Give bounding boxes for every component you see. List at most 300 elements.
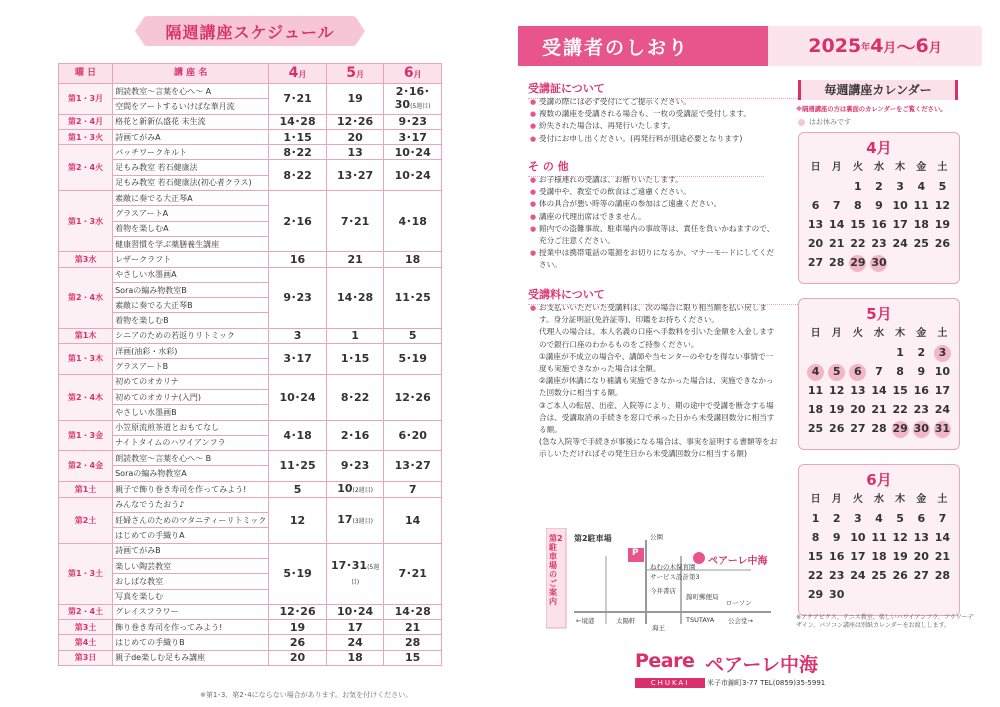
calendar-footnote: ※アクアビクス、テニス教室、楽しいハワイアンフラ、フラワーデザイン、パソコン講座は別紙カレンダーをお渡しします。 [796, 614, 974, 629]
parking-map [546, 528, 786, 633]
date-jun [384, 420, 442, 451]
date-value: 8･22 [340, 390, 370, 404]
map-post: 錦町郵便局 [686, 593, 719, 601]
date-value: 2･16 [283, 214, 312, 228]
date-value: 7･21 [283, 92, 312, 106]
date-may [326, 191, 384, 252]
date-may [326, 129, 384, 144]
calendar-day: 6 [917, 512, 926, 525]
date-value: 5･19 [398, 352, 427, 366]
calendar-day: 30 [868, 254, 889, 272]
date-apr [269, 328, 327, 343]
row-day: 第1土 [59, 481, 113, 497]
date-may [326, 604, 384, 619]
calendar-day: 20 [850, 403, 866, 416]
course-name: 詩画てがみA [113, 129, 269, 144]
calendar-day: 12 [934, 199, 951, 212]
list-item: ● 受講の際には必ず受付にてご提示ください。 [530, 96, 780, 108]
calendar-day: 21 [871, 403, 887, 416]
date-may [326, 344, 384, 375]
list-item: ● 複数の講座を受講される場合も、一枚の受講証で受付します。 [530, 108, 780, 120]
list-item: ● 授業中は携帯電話の電源をお切りになるか、マナーモードにしてください。 [530, 247, 780, 271]
date-apr [269, 252, 327, 267]
date-value: 7･21 [398, 567, 427, 581]
date-jun [384, 114, 442, 129]
calendar-day: 3 [854, 512, 862, 525]
date-apr [269, 420, 327, 451]
calendar-day: 11 [913, 199, 929, 212]
calendar-day: 2 [875, 180, 883, 193]
row-day: 第2・4火 [59, 145, 113, 191]
date-value: 4･18 [283, 428, 312, 442]
calendar-day: 19 [934, 218, 951, 231]
weekday-label: 日 [810, 328, 821, 339]
row-day: 第1・3水 [59, 191, 113, 252]
date-note: (5週目) [410, 102, 431, 110]
date-value: 11･25 [394, 291, 431, 305]
date-jun [384, 650, 442, 665]
other-list [530, 174, 780, 272]
course-name: グレイスフラワー [113, 604, 269, 619]
date-value: 17 [347, 620, 363, 634]
table-row [59, 145, 442, 160]
weekday-label: 木 [895, 328, 906, 339]
date-value: 26 [289, 636, 306, 650]
table-row [59, 267, 442, 282]
table-row [59, 252, 442, 267]
date-value: 6･20 [398, 428, 427, 442]
weekday-label: 土 [937, 328, 948, 339]
date-jun [384, 129, 442, 144]
table-row [59, 114, 442, 129]
date-may [326, 635, 384, 650]
map-kominkan: 公会堂→ [728, 617, 753, 625]
weekday-label: 水 [873, 328, 884, 339]
table-row [59, 84, 442, 99]
date-value: 24 [347, 636, 363, 650]
list-item: ● 館内での盗難事故、駐車場内の事故等は、責任を負いかねますので、充分ご注意ください。 [530, 223, 780, 247]
calendar-day: 25 [807, 422, 824, 435]
calendar-day: 12 [829, 384, 845, 397]
course-name: はじめての手織りB [113, 635, 269, 650]
date-value: 1･15 [340, 352, 370, 366]
calendar-day: 22 [892, 403, 908, 416]
card-list [530, 96, 780, 145]
date-value: 17･31 [330, 558, 368, 572]
date-value: 14･28 [394, 605, 431, 619]
row-day: 第1・3火 [59, 129, 113, 144]
weekday-label: 金 [916, 494, 927, 505]
calendar-day: 27 [913, 569, 929, 582]
date-apr [269, 374, 327, 420]
weekday-label: 水 [873, 162, 884, 173]
calendar-day: 1 [811, 512, 820, 525]
date-jun [384, 252, 442, 267]
map-marker-label: ペアーレ中海 [708, 556, 768, 567]
table-row [59, 635, 442, 650]
weekday-label: 火 [852, 328, 863, 339]
date-jun [384, 84, 442, 115]
fee-case-1: ①講座が不成立の場合や、講師や当センターのやむを得ない事情で一度も実施できなかった場合は全額。 [539, 351, 774, 374]
calendar-day: 18 [807, 403, 824, 416]
date-may [326, 267, 384, 328]
date-value: 10･24 [337, 605, 374, 619]
col-jun: 6月 [384, 64, 442, 84]
calendar-day: 26 [934, 237, 951, 250]
course-name: みんなでうたおう♪ [113, 497, 269, 512]
date-value: 12･26 [337, 115, 374, 129]
course-name: レザークラフト [113, 252, 269, 267]
date-value: 12･26 [279, 605, 316, 619]
date-value: 18 [347, 651, 363, 665]
date-may [326, 252, 384, 267]
row-day: 第3水 [59, 252, 113, 267]
date-apr [269, 344, 327, 375]
date-jun [384, 160, 442, 191]
guide-title: 受講者のしおり [518, 26, 768, 66]
date-may [326, 145, 384, 160]
calendar-day: 9 [875, 199, 883, 212]
date-value: 17 [337, 512, 353, 526]
date-apr [269, 604, 327, 619]
map-ebisu: 海王 [652, 624, 665, 632]
course-name: 楽しい陶芸教室 [113, 558, 269, 573]
calendar-day: 28 [934, 569, 951, 582]
course-name: 飾り巻き寿司を作ってみよう! [113, 620, 269, 635]
date-value: 14･28 [337, 291, 374, 305]
list-item: ● お子様連れの受講は、お断りいたします。 [530, 174, 780, 186]
date-value: 8･22 [283, 168, 312, 182]
calendar-day: 19 [892, 550, 908, 563]
date-value: 12･26 [394, 390, 431, 404]
calendar-day: 21 [934, 550, 951, 563]
calendar-day: 26 [829, 422, 845, 435]
calendar-day: 8 [854, 199, 862, 212]
col-may: 5月 [326, 64, 384, 84]
course-name: Soraの編み物教室B [113, 282, 269, 297]
calendar-day: 25 [913, 237, 929, 250]
date-apr [269, 635, 327, 650]
date-jun [384, 267, 442, 328]
calendar-day: 1 [854, 180, 862, 193]
date-value: 15 [405, 651, 421, 665]
calendar-day: 18 [871, 550, 887, 563]
calendar-day: 20 [913, 550, 929, 563]
weekday-label: 木 [895, 494, 906, 505]
course-name: グラスアートB [113, 359, 269, 374]
map-nursery: ねむの木保育園 [650, 563, 696, 571]
course-name: 着物を楽しむA [113, 221, 269, 236]
calendar-day: 31 [932, 420, 953, 438]
calendar-june [798, 464, 960, 616]
date-value: 19 [347, 92, 363, 106]
empty-cell [868, 344, 889, 362]
weekday-label: 火 [852, 494, 863, 505]
date-jun [384, 604, 442, 619]
calendar-day: 12 [892, 531, 908, 544]
schedule-note: ※第1･3、第2･4にならない場合があります。お気を付けください。 [200, 691, 413, 699]
date-apr [269, 191, 327, 252]
table-row [59, 374, 442, 389]
holiday-dot-icon [798, 119, 805, 126]
calendar-month-title: 6月 [866, 471, 892, 489]
calendar-day: 10 [850, 531, 866, 544]
date-value: 10･24 [394, 168, 431, 182]
date-value: 1･15 [283, 130, 312, 144]
calendar-title: 毎週講座カレンダー [798, 80, 958, 100]
course-name: 着物を楽しむB [113, 313, 269, 328]
date-jun [384, 620, 442, 635]
calendar-day: 7 [938, 512, 947, 525]
section-title-card: 受講証について [528, 82, 605, 95]
calendar-day: 11 [807, 384, 824, 397]
calendar-day: 15 [807, 550, 824, 563]
date-value: 28 [405, 636, 421, 650]
date-may [326, 497, 384, 543]
date-value: 20 [347, 130, 363, 144]
calendar-day: 18 [913, 218, 929, 231]
calendar-day: 13 [913, 531, 929, 544]
calendar-day: 6 [811, 199, 820, 212]
schedule-table [58, 63, 442, 666]
logo-latin: Peare [635, 650, 695, 672]
logo-address: 米子市錦町3-77 TEL(0859)35-5991 [707, 679, 826, 687]
row-day: 第2土 [59, 497, 113, 543]
date-apr [269, 497, 327, 543]
calendar-day: 29 [807, 588, 824, 601]
date-value: 13･27 [337, 168, 374, 182]
calendar-day: 9 [832, 531, 841, 544]
calendar-day: 16 [871, 218, 887, 231]
calendar-day: 16 [913, 384, 929, 397]
calendar-legend: はお休みです [798, 117, 851, 127]
course-name: 小笠原流煎茶道とおもてなし [113, 420, 269, 435]
fee-lead: ● お支払いいただいた受講料は、次の場合に限り相当額を払い戻します。身分証明証(免許証等)、印鑑をお持ちください。 [530, 302, 780, 326]
calendar-day: 4 [805, 363, 826, 381]
map-sakai: ←境港 [576, 617, 595, 625]
row-day: 第4土 [59, 635, 113, 650]
date-value: 9･23 [398, 115, 427, 129]
course-name: ナイトタイムのハワイアンフラ [113, 435, 269, 450]
empty-cell [847, 344, 868, 362]
calendar-may [798, 298, 960, 450]
date-apr [269, 129, 327, 144]
calendar-day: 28 [829, 256, 845, 269]
logo-chukai: CHUKAI [635, 678, 705, 688]
date-jun [384, 451, 442, 482]
date-apr [269, 481, 327, 497]
period-label: 2025 年 4 月 〜 6 月 [768, 26, 982, 66]
row-day: 第2・4木 [59, 374, 113, 420]
table-row [59, 420, 442, 435]
list-item: ● 体の具合が悪い時等の講座の参加はご遠慮ください。 [530, 198, 780, 210]
date-apr [269, 84, 327, 115]
date-value: 3 [293, 329, 302, 343]
date-note: (5週目) [350, 563, 380, 586]
col-day: 曜 日 [59, 64, 113, 84]
table-row [59, 344, 442, 359]
calendar-day: 3 [896, 180, 904, 193]
calendar-day: 7 [832, 199, 841, 212]
date-may [326, 114, 384, 129]
calendar-month-title: 4月 [866, 139, 892, 157]
calendar-day: 7 [875, 365, 883, 378]
parking-icon: P [632, 548, 639, 558]
weekday-label: 火 [852, 162, 863, 173]
empty-cell [826, 344, 847, 362]
date-value: 19 [289, 620, 306, 634]
empty-cell [826, 178, 847, 196]
course-name: Soraの編み物教室A [113, 466, 269, 481]
calendar-day: 11 [871, 531, 887, 544]
calendar-day: 24 [850, 569, 866, 582]
row-day: 第1・3月 [59, 84, 113, 115]
date-value: 8･22 [283, 145, 312, 159]
calendar-day: 6 [847, 363, 868, 381]
calendar-day: 17 [892, 218, 908, 231]
fee-proxy: 代理人の場合は、本人名義の口座へ手数料を引いた金額を入金しますので銀行口座のわかるものをご持参ください。 [539, 327, 775, 349]
date-value: 9･23 [340, 459, 370, 473]
date-apr [269, 543, 327, 604]
guide-panel [500, 0, 1000, 707]
calendar-day: 23 [913, 403, 929, 416]
date-may [326, 160, 384, 191]
date-value: 14･28 [279, 115, 316, 129]
date-value: 7･21 [340, 214, 370, 228]
weekday-label: 木 [895, 162, 906, 173]
calendar-day: 5 [896, 512, 904, 525]
calendar-april [798, 132, 960, 284]
list-item: ● 受講中や、教室での飲食はご遠慮ください。 [530, 186, 780, 198]
calendar-day: 4 [875, 512, 883, 525]
table-row [59, 620, 442, 635]
date-may [326, 84, 384, 115]
weekday-label: 金 [916, 328, 927, 339]
course-name: 妊婦さんのためのマタニティーリトミック [113, 513, 269, 528]
date-may [326, 481, 384, 497]
course-name: 初めてのオカリナ [113, 374, 269, 389]
date-value: 2･16･30 [394, 84, 430, 111]
date-apr [269, 114, 327, 129]
calendar-day: 20 [807, 237, 824, 250]
calendar-day: 10 [934, 365, 951, 378]
date-value: 3･17 [398, 130, 427, 144]
date-value: 18 [405, 252, 421, 266]
row-day: 第2・4金 [59, 451, 113, 482]
date-value: 4･18 [398, 214, 427, 228]
date-apr [269, 451, 327, 482]
course-name: 朗読教室〜言葉を心へ〜 A [113, 84, 269, 99]
course-name: 足もみ教室 若石健康法 [113, 160, 269, 175]
calendar-day: 1 [896, 346, 904, 359]
row-day: 第1・3金 [59, 420, 113, 451]
date-value: 9･23 [283, 291, 312, 305]
map-lawson: ローソン [726, 599, 752, 607]
date-value: 1 [351, 329, 359, 343]
calendar-day: 29 [847, 254, 868, 272]
course-name: 素敵に奏でる大正琴A [113, 191, 269, 206]
row-day: 第3土 [59, 620, 113, 635]
map-p2: 第2駐車場 [574, 534, 612, 543]
date-apr [269, 145, 327, 160]
date-value: 12 [289, 513, 306, 527]
col-name: 講 座 名 [113, 64, 269, 84]
list-item-sub: ● 受付にお申し出ください。(再発行料が別途必要となります) [530, 133, 780, 145]
date-value: 13･27 [394, 459, 431, 473]
date-value: 20 [289, 651, 306, 665]
calendar-day: 30 [911, 420, 932, 438]
calendar-day: 5 [826, 363, 847, 381]
calendar-day: 17 [850, 550, 866, 563]
weekday-label: 水 [873, 494, 884, 505]
fee-case-4: (急な入院等で手続きが事後になる場合は、事実を証明する書類等をお示しいただければその発生日から未受講回数分に相当する額) [539, 437, 778, 459]
row-day: 第2・4水 [59, 267, 113, 328]
date-value: 5･19 [283, 567, 312, 581]
date-value: 21 [347, 252, 363, 266]
weekday-label: 土 [937, 162, 948, 173]
date-may [326, 620, 384, 635]
weekday-label: 月 [831, 162, 842, 173]
course-name: 健康習慣を学ぶ薬膳養生講座 [113, 236, 269, 251]
calendar-note: ※隔週講座の方は裏面のカレンダーをご覧ください。 [796, 106, 947, 113]
course-name: 朗読教室〜言葉を心へ〜 B [113, 451, 269, 466]
calendar-day: 24 [934, 403, 951, 416]
calendar-day: 27 [850, 422, 866, 435]
date-jun [384, 145, 442, 160]
list-item: ● 紛失された場合は、再発行いたします。 [530, 120, 780, 132]
date-value: 5 [293, 482, 302, 496]
table-row [59, 160, 442, 175]
calendar-day: 22 [850, 237, 866, 250]
calendar-day: 27 [807, 256, 824, 269]
calendar-day: 25 [871, 569, 887, 582]
calendar-day: 16 [829, 550, 845, 563]
course-name: やさしい水墨画B [113, 405, 269, 420]
map-service: サービス設計第3 [650, 573, 700, 581]
course-name: 格花と新新仏盛花 末生流 [113, 114, 269, 129]
course-name: 足もみ教室 若石健康法(初心者クラス) [113, 175, 269, 190]
date-value: 10･24 [394, 145, 431, 159]
course-name: シニアのための若返りリトミック [113, 328, 269, 343]
table-row [59, 543, 442, 558]
table-row [59, 481, 442, 497]
section-title-other: そ の 他 [528, 160, 569, 173]
weekday-label: 月 [831, 328, 842, 339]
weekday-label: 金 [916, 162, 927, 173]
calendar-day: 24 [892, 237, 908, 250]
date-jun [384, 635, 442, 650]
map-imai: 今井書店 [650, 587, 676, 595]
calendar-day: 9 [917, 365, 926, 378]
course-name: 写真を楽しむ [113, 589, 269, 604]
calendar-day: 10 [892, 199, 908, 212]
date-apr [269, 650, 327, 665]
row-day: 第1木 [59, 328, 113, 343]
table-row [59, 650, 442, 665]
weekday-label: 土 [937, 494, 948, 505]
row-day: 第2・4月 [59, 114, 113, 129]
date-value: 3･17 [283, 352, 312, 366]
date-may [326, 420, 384, 451]
course-name: 洋画(油彩・水彩) [113, 344, 269, 359]
calendar-day: 21 [829, 237, 845, 250]
calendar-day: 13 [850, 384, 866, 397]
calendar-month-title: 5月 [866, 305, 892, 323]
date-value: 13 [347, 145, 363, 159]
calendar-day: 29 [890, 420, 911, 438]
table-row [59, 497, 442, 512]
date-note: (2週目) [352, 486, 373, 494]
